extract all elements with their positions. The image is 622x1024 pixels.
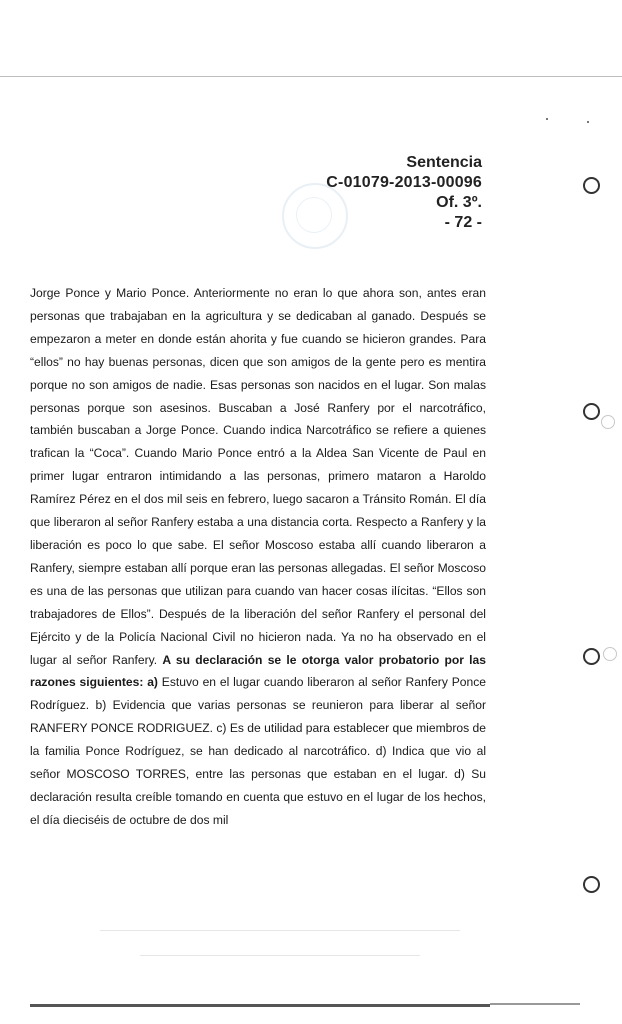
bottom-page-edge xyxy=(30,1004,490,1007)
conclusion-text: Estuvo en el lugar cuando liberaron al señor Ranfery Ponce Rodríguez. b) Evidencia que varias personas se reunieron para liberar al señor RANFERY PONCE RODRIGUEZ. c) Es de utilidad para establecer que miembros de la familia Ponce Rodríguez, se han dedicado al narcotráfico. d) Indica que vio al señor MOSCOSO TORRES, entre las personas que estaban en el lugar. d) Su declaración resulta creíble tomando en cuenta que estuvo en el lugar de los hechos, el día dieciséis de octubre de dos mil xyxy=(30,675,486,827)
bold-statement: A su declaración se le otorga valor probatorio por las razones siguientes: a) xyxy=(30,652,486,690)
binder-hole-shadow xyxy=(603,647,617,661)
top-page-edge xyxy=(0,76,622,77)
body-paragraph xyxy=(30,282,486,832)
bleed-through-line xyxy=(100,930,460,931)
binder-hole-shadow xyxy=(601,415,615,429)
binder-hole xyxy=(583,876,600,893)
office-number: Of. 3º. xyxy=(436,194,482,211)
case-number: C-01079-2013-00096 xyxy=(326,174,482,191)
page-number: - 72 - xyxy=(444,214,482,231)
binder-hole xyxy=(583,177,600,194)
intro-text: Jorge Ponce y Mario Ponce. Anteriormente no eran lo que ahora son, antes eran personas que trabajaban en la agricultura y se dedicaban al ganado. Después se empezaron a meter en donde están ahorita y fue cuando se hicieron grandes. Para “ellos” no hay buenas personas, dicen que son amigos de la gente pero es mentira porque no son amigos de nadie. Esas personas son nacidos en el lugar. Son malas personas porque son asesinos. Buscaban a José Ranfery por el narcotráfico, también buscaban a Jorge Ponce. Cuando indica Narcotráfico se refiere a quienes trafican la “Coca”. Cuando Mario Ponce entró a la Aldea San Vicente de Paul en primer lugar entraron intimidando a las personas, primero mataron a Haroldo Ramírez Pérez en el dos mil seis en febrero, luego sacaron a Tránsito Román. El día que liberaron al señor Ranfery estaba a una distancia corta. Respecto a Ranfery y la liberación es poco lo que sabe. El señor Moscoso estaba allí cuando liberaron a Ranfery, siempre estaban allí porque eran las personas allegadas. El señor Moscoso es una de las personas que utilizan para cuando van hacer cosas ilícitas. “Ellos son trabajadores de Ellos”. Después de la liberación del señor Ranfery el personal del Ejército y de la Policía Nacional Civil no hicieron nada. Ya no ha observado en el lugar al señor Ranfery. xyxy=(30,286,486,667)
bottom-page-edge-right xyxy=(490,1003,580,1005)
binder-hole xyxy=(583,648,600,665)
bleed-through-line xyxy=(140,955,420,956)
document-title: Sentencia xyxy=(406,154,482,171)
document-header xyxy=(326,153,482,233)
scan-speck xyxy=(546,118,548,120)
body-text xyxy=(30,282,486,832)
scan-speck xyxy=(587,121,589,123)
binder-hole xyxy=(583,403,600,420)
